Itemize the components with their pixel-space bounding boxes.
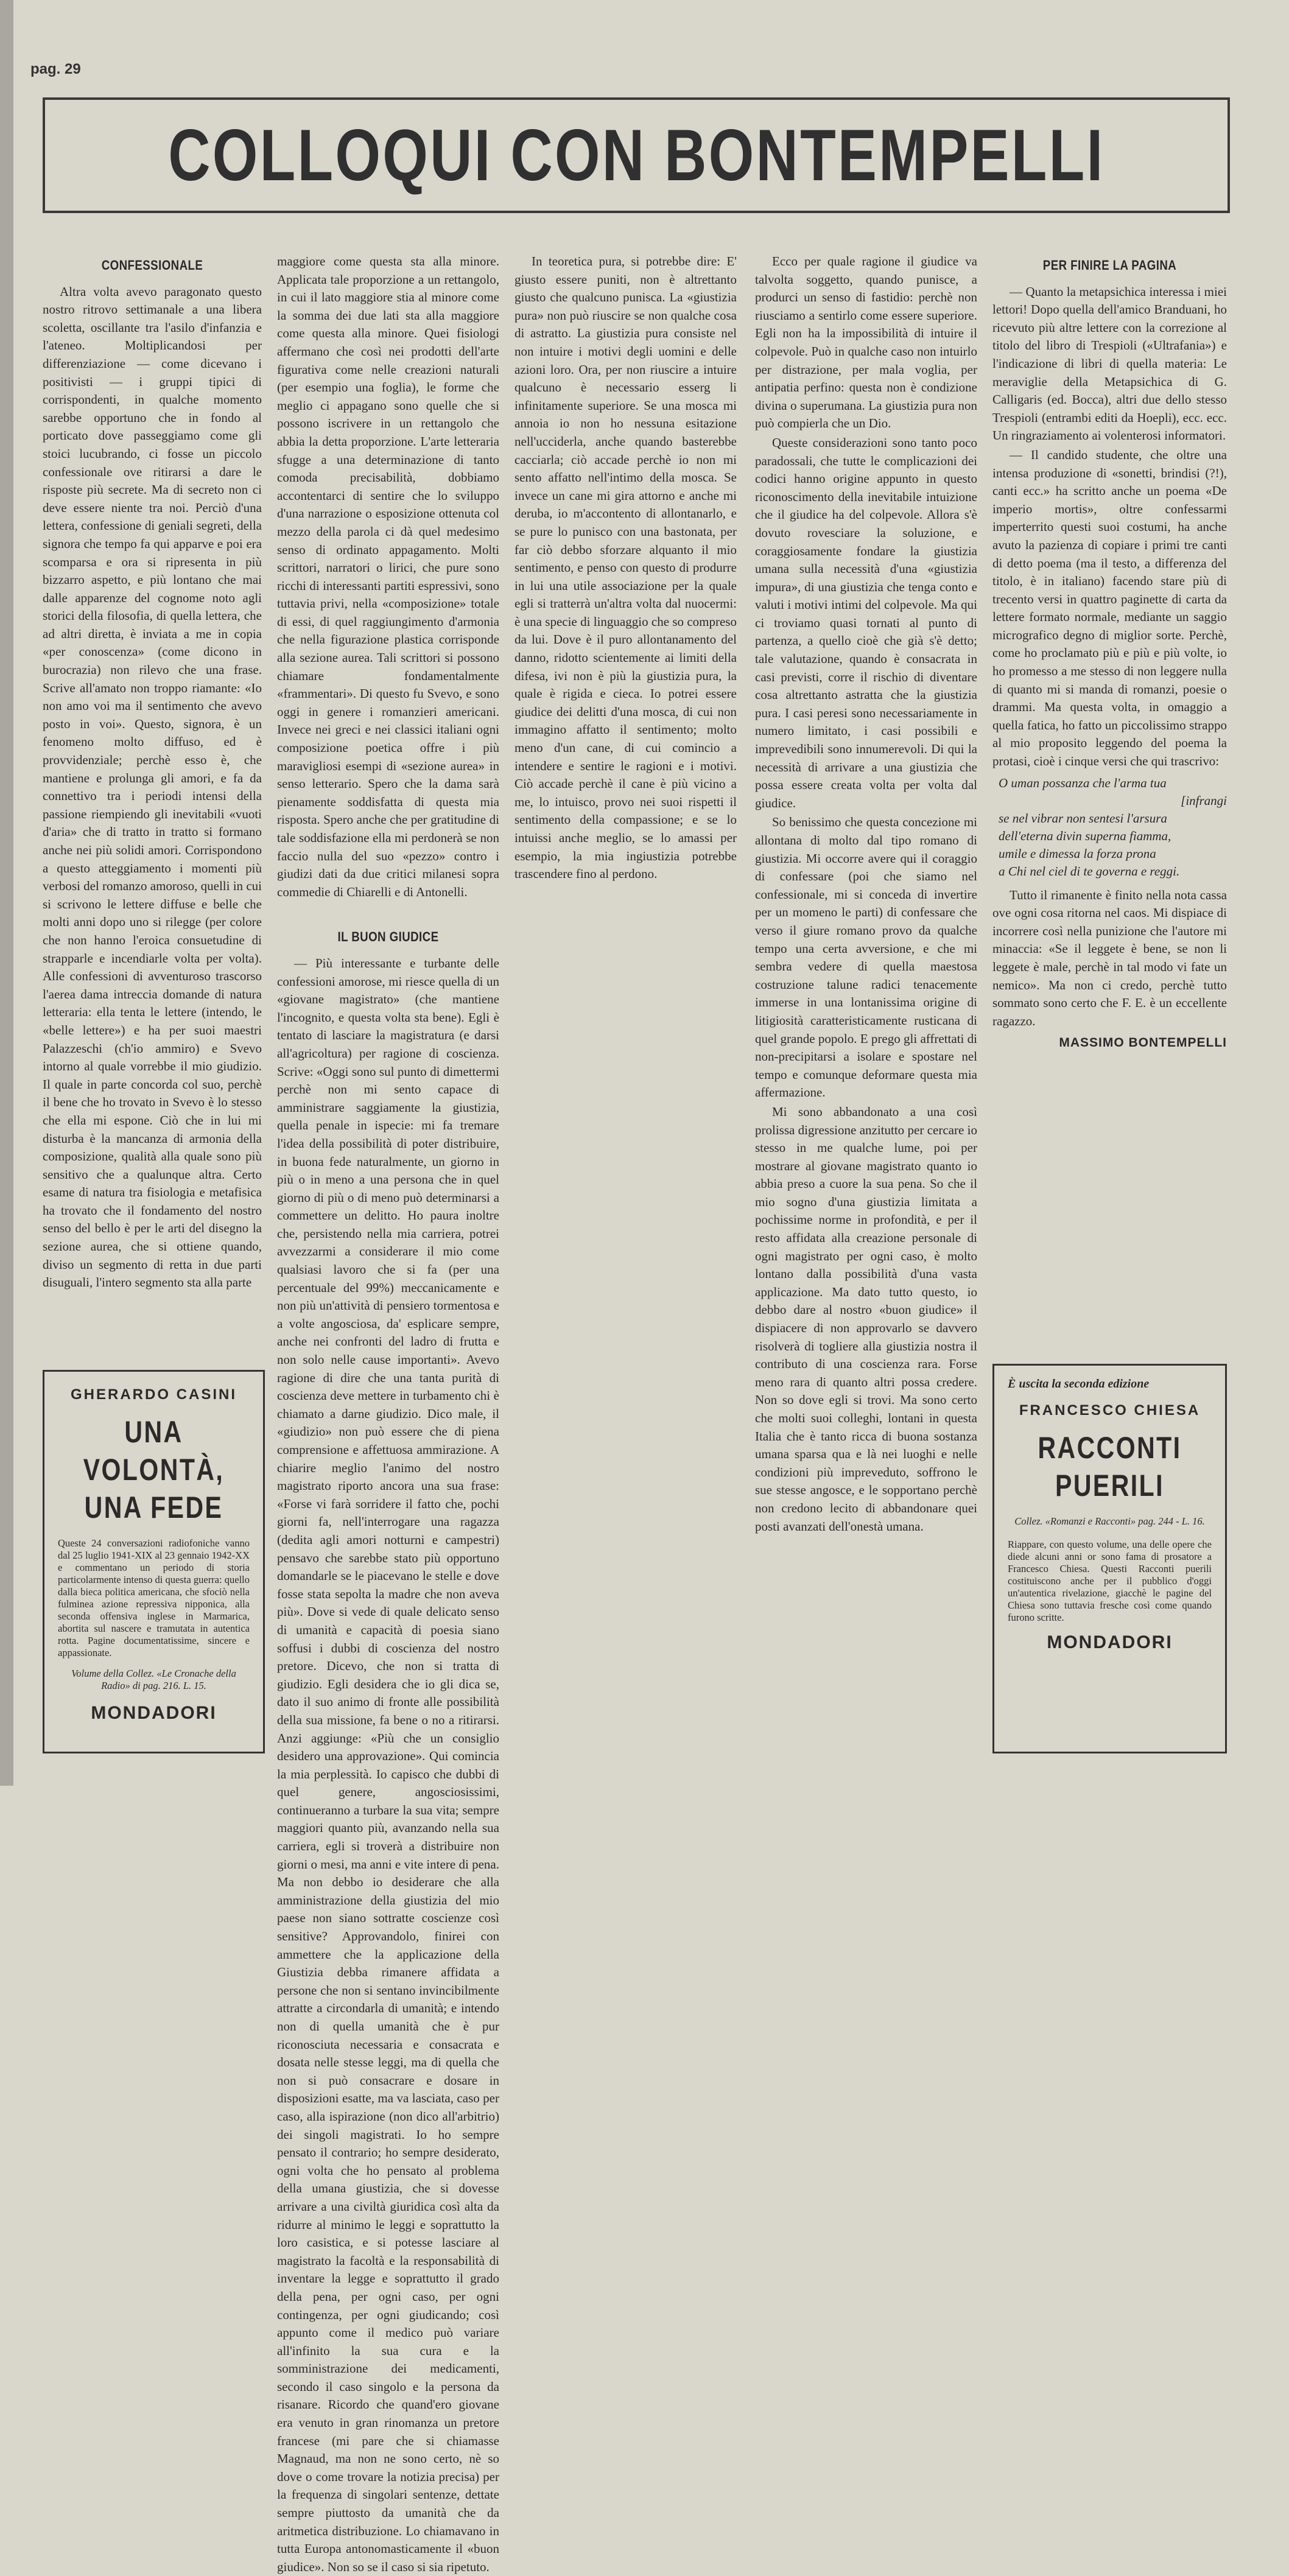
buon-giudice-paragraph: Ecco per quale ragione il giudice va talvolta soggetto, quando punisce, a produrci un senso di fastidio: perchè non riusciamo a sentirlo come essere superiore. Egli non ha la impossibilità di intuire il colpevole. Può in qualche caso non intuirlo per distrazione, per mala voglia, per antipatia perfino: questa non è condizione divina o superumana. La giustizia pura non può compierla che un Dio. [755, 254, 977, 431]
buon-giudice-paragraph: In teoretica pura, si potrebbe dire: E' giusto essere puniti, non è altrettanto giusto che qualcuno punisca. La «giustizia pura» non può riuscire se non qualche cosa di astratto. La giustizia pura consiste nel non intuire i motivi degli uomini e delle azioni loro. Ora, per non riuscire a intuire qualcuno è necessario esserg li infinitamente superiore. Se una mosca mi annoia io non ho nessuna esitazione nell'ucciderla, anche quando basterebbe cacciarla; ciò accade perchè io non mi sento affatto nell'intimo della mosca. Se invece un cane mi gira attorno e anche mi deruba, io m'accontento di allontanarlo, e se pure lo punisco con una bastonata, per far ciò debbo sforzare alquanto il mio sentimento, e penso con questo di produrre in lui una utile associazione per la quale egli si tratterrà un'altra volta dal nuocermi: è una specie di linguaggio che so compreso da lui. Dove è il puro allontanamento del danno, ridotto scientemente ai limiti della difesa, ivi non è più la giustizia pura, la quale è rigida e cieca. Io potrei essere giudice dei delitti d'una mosca, di cui non immagino affatto il sentimento; molto meno d'un cane, di cui comincio a intendere e sentire le ragioni e i motivi. Ciò accade perchè il cane è più vicino a me, lo intuisco, provo nei suoi rispetti il sentimento della compassione; e se lo intuissi anche meglio, se lo amassi per esempio, la mia ingiustizia potrebbe trascendere fino al perdono. [515, 254, 737, 882]
poem-line: O uman possanza che l'arma tua [999, 775, 1167, 790]
poem-quote [999, 774, 1227, 880]
column-4 [755, 253, 977, 1763]
ad-blurb: Queste 24 conversazioni radiofoniche vanno dal 25 luglio 1941-XIX al 23 gennaio 1942-XX e commentano un periodo di storia particolarmente intenso di questa guerra: quello dalla bieca politica americana, che sfociò nella fulminea azione repressiva nipponica, alla seconda offensiva inglese in Marmarica, abortita sul nascere e tramutata in autentica rotta. Pagine documentatissime, sincere e appassionate. [58, 1537, 250, 1658]
ad-book-info: Volume della Collez. «Le Cronache della Radio» di pag. 216. L. 15. [71, 1668, 236, 1691]
ad-book-title: RACCONTI PUERILI [1038, 1431, 1182, 1503]
ad-edition-note: È uscita la seconda edizione [1008, 1377, 1150, 1391]
ad-chiesa [992, 1364, 1227, 1753]
heading-per-finire: PER FINIRE LA PAGINA [1042, 258, 1177, 273]
column-1 [43, 253, 262, 1342]
per-finire-paragraph: — Quanto la metapsichica interessa i miei lettori! Dopo quella dell'amico Branduani, ho ricevuto più altre lettere con la correzione al titolo del libro di Trespioli («Ultrafania») e l'indicazione di libri di quella materia: Le meraviglie della Metapsichica di G. Calligaris (ed. Bocca), altri due dello stesso Trespioli (entrambi editi da Hoepli), ecc. ecc. Un ringraziamento ai volenterosi informatori. [992, 284, 1227, 443]
ad-book-info: Collez. «Romanzi e Racconti» pag. 244 - L. 16. [1014, 1515, 1205, 1527]
poem-line: [infrangi [1181, 793, 1227, 808]
poem-line: a Chi nel ciel di te governa e reggi. [999, 863, 1180, 879]
page-title: COLLOQUI CON BONTEMPELLI [167, 114, 1105, 196]
title-box [43, 97, 1230, 213]
ad-publisher: MONDADORI [1047, 1632, 1173, 1652]
per-finire-paragraph: — Il candido studente, che oltre una intensa produzione di «sonetti, brindisi (?!), canti ecc.» ha scritto anche un poema «De imperio mortis», oltre confessarmi imperterrito questi suoi costumi, ha anche avuto la pazienza di copiare i primi tre canti di detto poema (ma il testo, a differenza del titolo, è in italiano) facendo stare più di trecento versi in quattro paginette di carta da lettere formato normale, mediante un saggio micrografico degno di miglior sorte. Perchè, come ho proclamato più e più e più volte, io ho promesso a me stesso di non leggere nulla di quanto mi si manda di romanzi, poesie o drammi. Ma questa volta, in omaggio a quella fatica, ho fatto un piccolissimo strappo al mio proposito leggendo del poema la protasi, cioè i cinque versi che qui trascrivo: [992, 447, 1227, 769]
ad-author: GHERARDO CASINI [70, 1386, 237, 1403]
column-5 [992, 253, 1227, 1342]
heading-confessionale: CONFESSIONALE [101, 258, 203, 273]
column-2 [277, 253, 499, 2574]
page-number: pag. 29 [30, 61, 81, 77]
ad-author: FRANCESCO CHIESA [1019, 1402, 1201, 1419]
heading-buon-giudice: IL BUON GIUDICE [337, 929, 439, 945]
poem-line: umile e dimessa la forza prona [999, 846, 1156, 861]
signature: MASSIMO BONTEMPELLI [1059, 1036, 1227, 1050]
ad-book-title: UNA VOLONTÀ, UNA FEDE [83, 1415, 225, 1525]
ad-publisher: MONDADORI [91, 1703, 217, 1723]
confessionale-paragraph: maggiore come questa sta alla minore. Applicata tale proporzione a un rettangolo, in cui il lato maggiore stia al minore come la somma dei due lati sta alla maggiore come questa alla minore. Quei fisiologi affermano che così nei prodotti dell'arte figurativa come nelle creazioni naturali (per esempio una foglia), le forme che meglio ci appagano sono quelle che si possono iscrivere in un rettangolo che abbia la detta proporzione. L'arte letteraria sfugge a una determinazione di tanto comoda precisabilità, dobbiamo accontentarci di sentire che lo sviluppo d'una narrazione o esposizione ottenuta col mezzo della parola ci dà quel medesimo senso di ordinato appagamento. Molti scrittori, narratori o lirici, che pure sono ricchi di interessanti partiti espressivi, sono tuttavia privi, nella «composizione» totale di essi, di quel raggiungimento d'armonia che nella figurazione plastica corrisponde alla sezione aurea. Tali scrittori si possono chiamare fondamentalmente «frammentari». Di questo fu Svevo, e sono oggi in genere i romanzieri americani. Invece nei greci e nei classici italiani ogni composizione poetica offre i più maravigliosi esempi di «sezione aurea» in senso letterario. Spero che la dama sarà pienamente soddisfatta di questa mia risposta. Spero anche che per gratitudine di tale soddisfazione ella mi perdonerà se non faccio nulla del suo «pezzo» contro i giudizi dati da due critici milanesi sopra commedie di Chiarelli e di Antonelli. [277, 254, 499, 899]
buon-giudice-paragraph: So benissimo che questa concezione mi allontana di molto dal tipo romano di giustizia. Mi occorre avere qui il coraggio di confessare (poi che siamo nel confessionale, mi si conceda di invertire per un momeno le parti) di confessare che verso il giure romano provo da qualche tempo una certa avversione, e che mi sembra vedere di quella maestosa costruzione talune radici tenacemente immerse in una lontanissima origine di litigiosità caratteristicamente rusticana di quel grande popolo. E prego gli affrettati di non-precipitarsi a isolare e spostare nel tempo e comunque deformare questa mia affermazione. [755, 815, 977, 1100]
binding-edge [0, 0, 13, 1786]
buon-giudice-paragraph: — Più interessante e turbante delle confessioni amorose, mi riesce quella di un «giovane magistrato» (che mantiene l'incognito, e questa volta sta bene). Egli è tentato di lasciare la magistratura (e darsi all'agricoltura) per ragione di coscienza. Scrive: «Oggi sono sul punto di dimettermi perchè non mi sento capace di amministrare saggiamente la giustizia, quella penale in ispecie: mi fa tremare l'idea della possibilità di poter distribuire, in buona fede naturalmente, un giorno in più o in meno a una persona che in quel giorno di più o di meno può determinarsi a commettere un delitto. Ho paura inoltre che, persistendo nella mia carriera, potrei avvezzarmi a considerare il mio come qualsiasi lavoro che si fa (per una percentuale del 99%) meccanicamente e non più un'attività di pensiero tormentosa e a volte angosciosa, da' esplicare sempre, anche nei confronti del ladro di frutta e non solo nelle cause importanti». Avevo ragione di dire che una tanta purità di coscienza deve mettere in turbamento chi è chiamato a darne giudizio. Dico male, il «giudizio» non può essere che di piena comprensione e affettuosa ammirazione. A chiarire meglio l'animo del nostro magistrato riporto ancora una sua frase: «Forse vi farà sorridere il fatto che, pochi giorni fa, nell'interrogare una ragazza (dedita agli amori notturni e campestri) pensavo che sarebbe stato più opportuno domandarle se le piacevano le stelle e dove fosse stata sepolta la madre che non aveva più». Dove si vede di quale delicato senso di umanità e capacità di poesia siano soffusi i dubbi di coscienza del nostro pretore. Dicevo, che non si tratta di giudizio. Egli desidera che io gli dica se, dato il suo animo di fronte alle possibilità della sua missione, fa bene o no a ritirarsi. Anzi aggiunge: «Più che un consiglio desidero una approvazione». Qui comincia la mia perplessità. Io capisco che dubbi di quel genere, angosciosissimi, continueranno a turbare la sua vita; sempre maggiori quanto più, avanzando nella sua carriera, egli si troverà a distribuire non giorni o mesi, ma anni e vite intere di pena. Ma non debbo io desiderare che alla amministrazione della giustizia del mio paese non siano sottratte coscienze così sensitive? Approvandolo, finirei con ammettere che la applicazione della Giustizia debba rimanere affidata a persone che non si sentano invincibilmente attratte a circondarla di umanità; e intendo non di quella umanità che è pur riconosciuta necessaria e consacrata e dosata nelle stesse leggi, ma di quella che non si può consacrare e dosare in disposizioni esatte, ma va lasciata, caso per caso, alla ispirazione (non dico all'arbitrio) dei singoli magistrati. Io ho sempre pensato il contrario; ho sempre desiderato, ogni volta che ho pensato al problema della umana giustizia, che si dovesse arrivare a una civiltà giuridica così alta da ridurre al minimo le leggi e soprattutto la loro casistica, e si potesse lasciare al magistrato la facoltà e la responsabilità di inventare la legge e soprattutto il grado della pena, per ogni caso, per ogni contingenza, per ogni giudicando; così appunto come il medico può variare all'infinito la sua cura e la somministrazione dei medicamenti, secondo il caso singolo e la persona da risanare. Ricordo che quand'ero giovane era venuto in gran rinomanza un pretore francese (mi pare che si chiamasse Magnaud, ma non ne sono certo, nè so dove o come trovare la notizia precisa) per la frequenza di singolari sentenze, dettate sempre piuttosto da umanità che da aritmetica distribuzione. Lo chiamavano in tutta Europa antonomasticamente il «buon giudice». Non so se il caso si sia ripetuto. [277, 955, 499, 2574]
poem-line: dell'eterna divin superna fiamma, [999, 828, 1171, 843]
buon-giudice-paragraph: Queste considerazioni sono tanto poco paradossali, che tutte le complicazioni dei codici hanno origine appunto in questo riconoscimento della inevitabile intuizione che il giudice ha del colpevole. Allora s'è dovuto rovesciare la soluzione, e coraggiosamente fondare la giustizia umana sulla necessità d'una «giustizia impura», di una giustizia che tenga conto e valuti i motivi intimi del colpevole. Ma qui ci troviamo quasi tornati al punto di partenza, a quello cioè che già s'è detto; tale valutazione, quando è consacrata in casi previsti, corre il rischio di diventare cosa altrettanto astratta che la giustizia pura. I casi peresi sono necessariamente in numero limitato, i casi possibili e imprevedibili sono innumerevoli. Di qui la necessità di arrivare a una giustizia che possa essere creata volta per volta dal giudice. [755, 435, 977, 810]
buon-giudice-paragraph: Mi sono abbandonato a una così prolissa digressione anzitutto per cercare io stesso in me qualche lume, poi per mostrare al giovane magistrato quanto io abbia preso a cuore la sua pena. So che il mio sogno d'una giustizia limitata a pochissime norme in profondità, e per il resto affidata alla creazione personale di ogni magistrato per ogni caso, è molto lontano dalla possibilità d'una vasta applicazione. Ma dato tutto questo, io debbo dare al nostro «buon giudice» il dispiacere di non approvarlo se davvero risolverà di togliere alla giustizia nostra il contributo di una coscienza rara. Forse meno rara di quanto altri possa credere. Non so dove egli si trovi. Ma sono certo che molti suoi colleghi, lontani in questa Italia che è tanto ricca di buona sostanza umana sparsa qua e là nei luoghi e nelle condizioni più impreveduto, soffrono le sue stesse angosce, e le sopportano perchè non credono lecito di abbandonare quei posti avanzati dell'onestà umana. [755, 1104, 977, 1534]
ad-casini [43, 1370, 265, 1753]
confessionale-paragraph: Altra volta avevo paragonato questo nostro ritrovo settimanale a una libera scoletta, oscillante tra l'asilo d'infanzia e l'ateneo. Moltiplicandosi per differenziazione — come dicevano i positivisti — i gruppi tipici di corrispondenti, in qualche momento sarebbe opportuno che in fondo al porticato dove passeggiamo come gli stoici lucubrando, ci fosse un piccolo confessionale ove ritirarsi a dare le risposte più secrete. Ma di secreto non ci deve essere niente tra noi. Perciò d'una lettera, confessione di geniali segreti, della signora che tempo fa qui apparve e poi era scomparsa e ora si ripresenta in più bizzarro aspetto, e più lontano che mai dalle apparenze del cognome noto agli storici della filosofia, di quella lettera, che ad altri diretta, è inviata a me in copia «per conoscenza» (come dicono in burocrazia) non rilevo che una frase. Scrive all'amato non troppo riamante: «Io non amo voi ma il sentimento che avevo posto in voi». Questo, signora, è un fenomeno molto diffuso, ed è provvidenziale; perchè esso è, che mantiene e prolunga gli amori, e fa da connettivo tra i periodi intensi della passione riempiendo gli inevitabili «vuoti d'aria» che di tratto in tratto si formano anche nei più solidi amori. Corrispondono a questo atteggiamento i momenti più verbosi del romanzo amoroso, quelli in cui si scrivono le lettere diffuse e belle che molti anni dopo uno si rilegge (per colore che non hanno l'eroica consuetudine di strapparle e incendiarle volta per volta). Alle confessioni di avventuroso trascorso l'aerea dama intreccia domande di natura letteraria: ella tenta le lettere (intendo, le «belle lettere») e ha per suoi maestri Palazzeschi (ch'io ammiro) e Svevo intorno al quale vorrebbe il mio giudizio. Il quale in parte concorda col suo, perchè il bene che ho trovato in Svevo è lo stesso che ella mi espone. Ciò che in lui mi disturba è la mancanza di armonia della composizione, qualità alla quale sono più sensitivo che a qualunque altra. Certo esame di natura tra fisiologia e metafisica ha trovato che il fondamento del nostro senso del bello è per le arti del disegno la sezione aurea, che si ottiene quando, diviso un segmento di retta in due parti disuguali, l'intero segmento sta alla parte [43, 284, 262, 1290]
per-finire-closing: Tutto il rimanente è finito nella nota cassa ove ogni cosa ritorna nel caos. Mi dispiace di incorrere così nella punizione che l'autore mi minaccia: «Se il leggete è bene, se non li leggete è male, perchè in tal modo vi fate un nemico». Ma non ci credo, perchè tutto sommato sono certo che F. E. è un eccellente ragazzo. [992, 887, 1227, 1028]
column-3 [515, 253, 737, 1763]
ad-blurb: Riappare, con questo volume, una delle opere che diede alcuni anni or sono fama di prosatore a Francesco Chiesa. Questi Racconti puerili costituiscono anche per il pubblico d'oggi un'autentica rivelazione, giacchè le pagine del Chiesa sono tuttavia fresche così come quando furono scritte. [1008, 1539, 1212, 1623]
poem-line: se nel vibrar non sentesi l'arsura [999, 810, 1167, 826]
